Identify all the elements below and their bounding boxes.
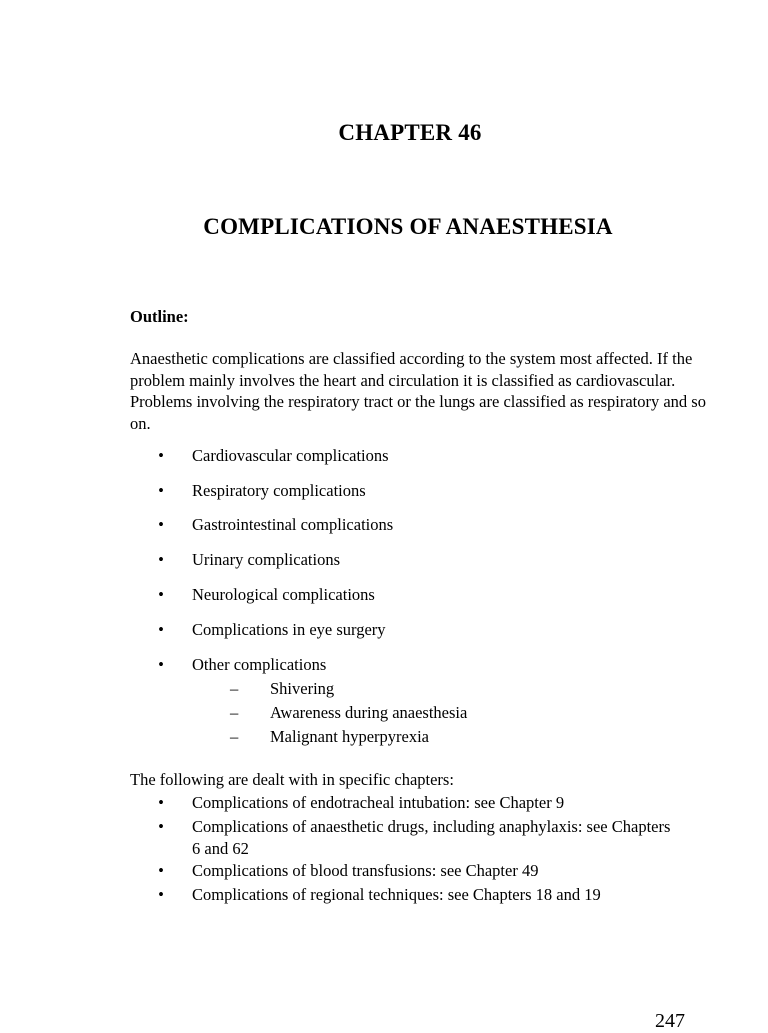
dash-icon: – — [230, 703, 239, 722]
bullet-icon: • — [158, 885, 164, 904]
sub-list-item-label: Awareness during anaesthesia — [270, 703, 468, 722]
bullet-icon: • — [158, 861, 164, 880]
dash-icon: – — [230, 727, 239, 746]
sub-list-item-label: Malignant hyperpyrexia — [270, 727, 429, 746]
intro-paragraph: Anaesthetic complications are classified according to the system most affected. If the problem mainly involves the heart and circulation it is classified as cardiovascular. Problems involving the respiratory tract or the lungs are classified as respiratory and so on. — [130, 349, 706, 433]
chapter-number: CHAPTER 46 — [338, 120, 482, 145]
sub-list-item-label: Shivering — [270, 679, 335, 698]
list-item-label: Other complications — [192, 655, 327, 674]
bullet-icon: • — [158, 620, 164, 639]
list-item-label: Complications in eye surgery — [192, 620, 386, 639]
page-number: 247 — [655, 1010, 685, 1032]
bullet-icon: • — [158, 446, 164, 465]
list-item-label: Cardiovascular complications — [192, 446, 389, 465]
reference-item-label: Complications of blood transfusions: see Chapter 49 — [192, 861, 539, 880]
list-item-label: Gastrointestinal complications — [192, 515, 394, 534]
reference-item-label: Complications of regional techniques: see Chapters 18 and 19 — [192, 885, 601, 904]
bullet-icon: • — [158, 793, 164, 812]
bullet-icon: • — [158, 817, 164, 836]
reference-item-label: Complications of endotracheal intubation: see Chapter 9 — [192, 793, 565, 812]
list-item-label: Respiratory complications — [192, 481, 366, 500]
outline-heading: Outline: — [130, 307, 189, 326]
list-item-label: Neurological complications — [192, 585, 375, 604]
bullet-icon: • — [158, 550, 164, 569]
bullet-icon: • — [158, 585, 164, 604]
dash-icon: – — [230, 679, 239, 698]
specific-chapters-heading: The following are dealt with in specific chapters: — [130, 770, 454, 789]
bullet-icon: • — [158, 481, 164, 500]
list-item-label: Urinary complications — [192, 550, 341, 569]
chapter-title: COMPLICATIONS OF ANAESTHESIA — [203, 214, 613, 239]
bullet-icon: • — [158, 655, 164, 674]
reference-item-label: Complications of anaesthetic drugs, including anaphylaxis: see Chapters 6 and 62 — [192, 817, 671, 858]
bullet-icon: • — [158, 515, 164, 534]
